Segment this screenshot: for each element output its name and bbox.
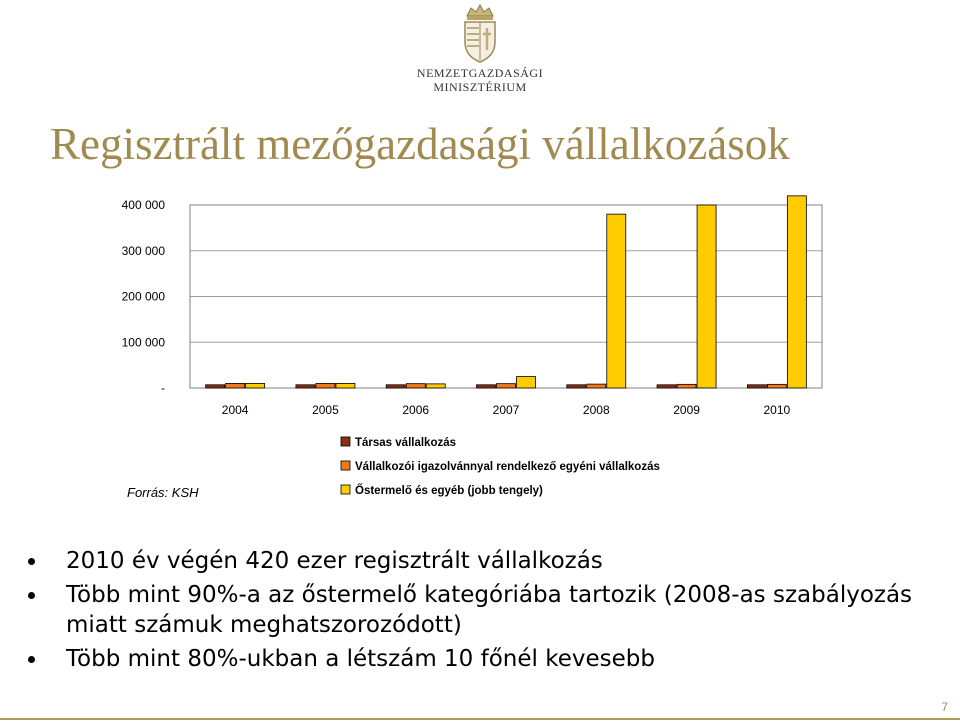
legend-swatch — [341, 437, 350, 446]
bar-3-2008 — [607, 214, 626, 388]
bar-3-2010 — [787, 196, 806, 388]
bar-1-2009 — [657, 385, 676, 388]
bar-1-2007 — [477, 385, 496, 388]
x-tick-label: 2004 — [221, 403, 249, 417]
y-tick-label: 400 000 — [121, 198, 165, 212]
bar-3-2006 — [426, 384, 445, 388]
bullet-item: Több mint 90%-a az őstermelő kategóriába tartozik (2008-as szabályozás miatt számuk meghatszorozódott) — [28, 580, 936, 640]
bar-3-2009 — [697, 205, 716, 388]
x-tick-label: 2007 — [492, 403, 520, 417]
y-tick-label: 100 000 — [121, 335, 165, 350]
bar-1-2006 — [386, 385, 405, 388]
gridlines — [190, 251, 822, 343]
legend-swatch — [341, 461, 350, 470]
bullet-item: Több mint 80%-ukban a létszám 10 főnél kevesebb — [28, 644, 936, 674]
x-tick-label: 2009 — [673, 403, 700, 417]
org-name-line1: NEMZETGAZDASÁGI — [416, 66, 544, 80]
bullet-list — [28, 546, 936, 678]
org-name-line2: MINISZTÉRIUM — [433, 80, 527, 94]
legend-label: Őstermelő és egyéb (jobb tengely) — [355, 485, 543, 497]
bar-1-2005 — [296, 385, 315, 388]
y-axis-ticks — [122, 198, 166, 395]
bar-1-2008 — [567, 385, 586, 388]
bar-2-2008 — [587, 384, 606, 388]
source-note: Forrás: KSH — [127, 485, 199, 500]
bar-3-2005 — [336, 383, 355, 388]
bar-3-2004 — [246, 383, 265, 388]
x-tick-label: 2008 — [582, 403, 610, 417]
y-tick-label: - — [161, 381, 165, 395]
bar-1-2010 — [747, 385, 766, 388]
slide-title: Regisztrált mezőgazdasági vállalkozások — [50, 119, 790, 169]
legend — [341, 437, 660, 497]
bullet-item: 2010 év végén 420 ezer regisztrált vállalkozás — [28, 546, 936, 576]
bar-2-2007 — [497, 384, 516, 388]
x-tick-label: 2006 — [402, 403, 430, 417]
x-tick-label: 2005 — [312, 403, 339, 417]
bar-1-2004 — [206, 385, 225, 388]
bar-2-2009 — [677, 384, 696, 388]
legend-label: Vállalkozói igazolvánnyal rendelkező egyéni vállalkozás — [355, 461, 660, 473]
bottom-rule — [0, 718, 960, 720]
x-tick-label: 2010 — [763, 403, 791, 417]
x-axis-ticks — [222, 403, 791, 417]
legend-label: Társas vállalkozás — [355, 437, 457, 449]
page-number: 7 — [941, 700, 948, 714]
legend-swatch — [341, 485, 350, 494]
bar-3-2007 — [517, 377, 536, 388]
y-tick-label: 300 000 — [121, 243, 165, 258]
bar-2-2004 — [226, 383, 245, 388]
bar-2-2010 — [767, 384, 786, 388]
bar-2-2006 — [406, 384, 425, 388]
bar-2-2005 — [316, 383, 335, 388]
bars — [206, 196, 807, 388]
y-tick-label: 200 000 — [121, 289, 165, 304]
